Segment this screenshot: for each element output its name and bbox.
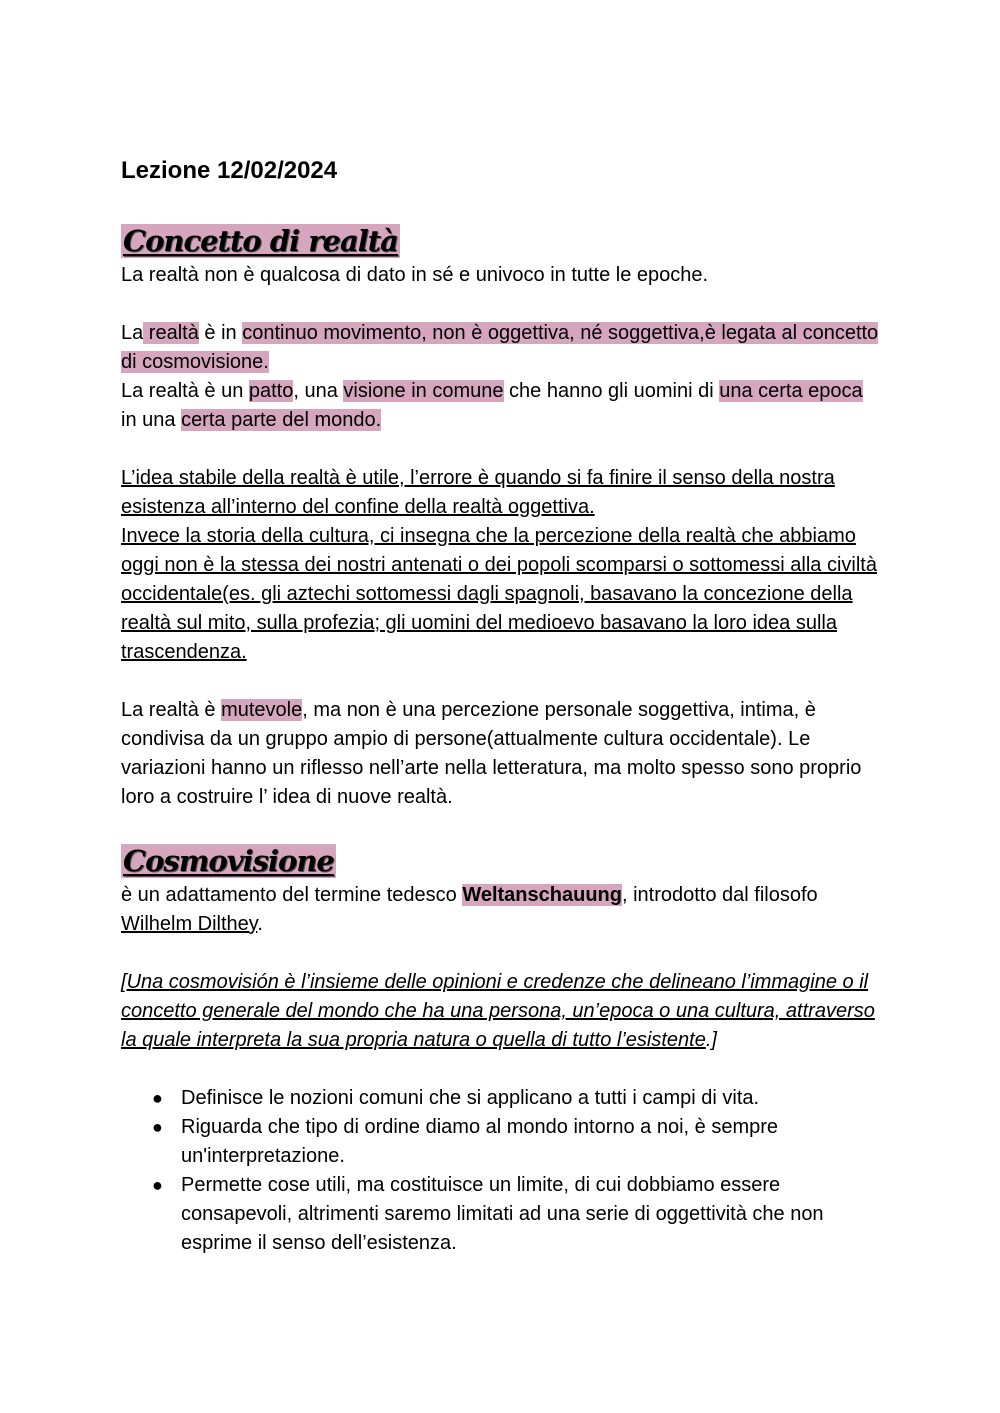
paragraph-intro: La realtà non è qualcosa di dato in sé e univoco in tutte le epoche. [121,264,709,286]
text-run: , introdotto dal filosofo [621,884,818,906]
list-item-text: Definisce le nozioni comuni che si applicano a tutti i campi di vita. [181,1087,760,1109]
section-heading-concetto [121,221,881,261]
paragraph-spacer [121,939,881,968]
document-page [121,153,881,1258]
text-run: La [121,322,144,344]
bullet-icon: ● [152,1117,163,1137]
text-run: , ma non è una percezione personale soggettiva, intima, è condivisa da un gruppo ampio di persone(attualmente cultura occidentale). Le variazioni hanno un riflesso nell’arte nella letteratura, ma molto spesso sono proprio loro a costruire l’ idea di nuove realtà. [121,699,862,808]
bullet-icon: ● [152,1175,163,1195]
link-wilhelm-dilthey[interactable]: Wilhelm Dilthey [121,913,258,935]
text-run: L’idea stabile della realtà è utile, l’errore è quando si fa finire il senso della nostra esistenza all’interno del confine della realtà oggettiva. [121,467,835,518]
text-run: . [257,913,263,935]
text-run: è un adattamento del termine tedesco [121,884,463,906]
page-title: Lezione 12/02/2024 [121,157,338,184]
highlight-visione-in-comune: visione in comune [343,380,504,402]
highlight-patto: patto [248,380,294,402]
paragraph-spacer [121,667,881,696]
list-item-text: Riguarda che tipo di ordine diamo al mondo intorno a noi, è sempre un'interpretazione. [181,1116,779,1167]
paragraph-idea-stabile [121,464,881,667]
bullet-icon: ● [152,1088,163,1108]
text-run: in una [121,409,182,431]
highlight-weltanschauung: Weltanschauung [462,884,622,906]
list-item-text: Permette cose utili, ma costituisce un limite, di cui dobbiamo essere consapevoli, altrimenti saremo limitati ad una serie di oggettività che non esprime il senso dell’esistenza. [181,1174,824,1254]
text-run: La realtà è [121,699,222,721]
highlight-certa-parte-del-mondo: certa parte del mondo. [181,409,382,431]
paragraph-realta-mutevole [121,696,881,812]
text-run: , una [293,380,344,402]
paragraph-realta-movimento [121,319,881,435]
paragraph-spacer [121,1055,881,1084]
section-heading-cosmovisione [121,841,881,881]
quote-bracket: .] [705,1029,717,1051]
text-run: che hanno gli uomini di [503,380,720,402]
quote-bracket: [ [121,971,127,993]
highlight-realta: realtà [143,322,199,344]
paragraph-weltanschauung [121,881,881,939]
paragraph-spacer [121,290,881,319]
text-run: è in [198,322,243,344]
section-heading-concetto-text: Concetto di realtà [123,224,398,258]
list-item [152,1084,881,1113]
quote-cosmovision [121,968,881,1055]
section-heading-cosmovisione-text: Cosmovisione [123,844,334,878]
bullet-list [121,1084,881,1258]
list-item [152,1171,881,1258]
text-run: Invece la storia della cultura, ci insegna che la percezione della realtà che abbiamo oggi non è la stessa dei nostri antenati o dei popoli scomparsi o sottomessi alla civiltà occidentale(es. gli aztechi sottomessi dagli spagnoli, basavano la concezione della realtà sul mito, sulla profezia; gli uomini del medioevo basavano la loro idea sulla trascendenza. [121,525,877,663]
highlight-mutevole: mutevole [221,699,303,721]
paragraph-spacer [121,435,881,464]
text-run: La realtà è un [121,380,249,402]
list-item [152,1113,881,1171]
highlight-continuo-movimento: continuo movimento, non è oggettiva, né soggettiva,è legata al concetto di cosmovisione. [121,322,879,373]
quote-body: Una cosmovisión è l’insieme delle opinioni e credenze che delineano l’immagine o il concetto generale del mondo che ha una persona, un’epoca o una cultura, attraverso la quale interpreta la sua propria natura o quella di tutto l’esistente [121,971,875,1051]
highlight-una-certa-epoca: una certa epoca [719,380,863,402]
paragraph-spacer [121,812,881,841]
